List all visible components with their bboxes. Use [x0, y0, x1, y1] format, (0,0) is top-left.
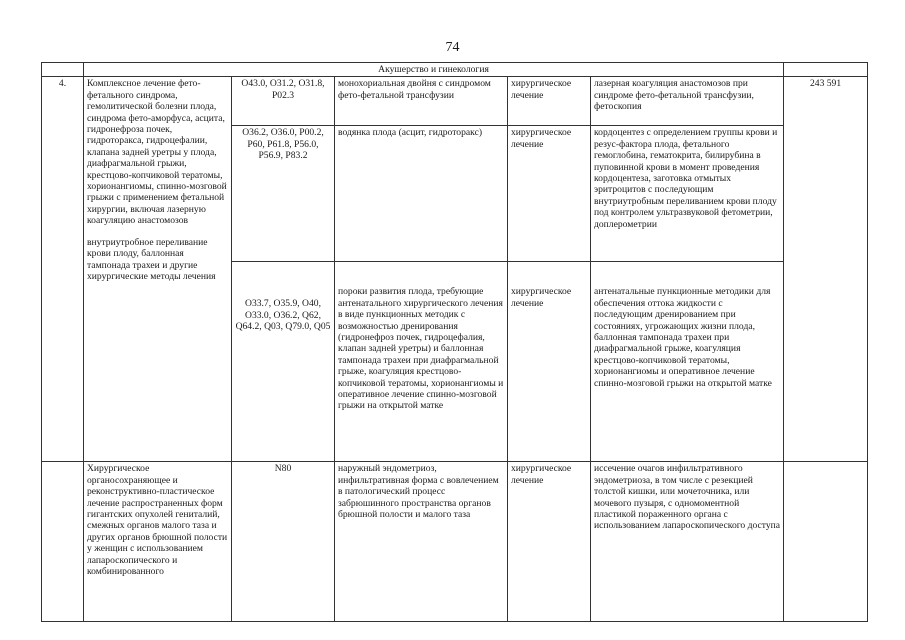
treatment-name: Хирургическое органосохраняющее и реконструктивно-пластическое лечение распространенных форм гигантских опухолей гениталий, смежных органов малого таза и других органов брюшной полости у женщин с использованием лапароскопического и комбинированного: [84, 462, 232, 622]
treatment-method: иссечение очагов инфильтративного эндометриоза, в том числе с резекцией толстой кишки, или мочеточника, или мочевого пузыря, с одномоментной пластикой пораженного органа с использованием лапароскопического доступа: [591, 462, 784, 622]
medical-care-table: [41, 62, 868, 622]
treatment-type: хирургическое лечение: [508, 77, 591, 126]
treatment-type: хирургическое лечение: [508, 262, 591, 462]
treatment-type: хирургическое лечение: [508, 462, 591, 622]
treatment-name-cell: [84, 77, 232, 462]
patient-model: наружный эндометриоз, инфильтративная форма с вовлечением в патологический процесс забрюшинного пространства органов брюшной полости и малого таза: [335, 462, 508, 622]
page-number: 74: [445, 40, 460, 55]
patient-model: пороки развития плода, требующие антенатального хирургического лечения в виде пункционных методик с возможностью дренирования (гидронефроз почек, гидроцефалия, клапан задней уретры) и баллонная тампонада трахеи при диафрагмальной грыже, коагуляция крестцово-копчиковой тератомы, хорионангиомы и оперативное лечение спинно-мозговой грыжи на открытой матке: [335, 262, 508, 462]
icd-codes: O43.0, O31.2, O31.8, P02.3: [232, 77, 335, 126]
table-row: [42, 77, 868, 126]
treatment-name: Комплексное лечение фето-фетального синдрома, гемолитической болезни плода, синдрома фето-аморфуса, асцита, гидронефроза почек, гидроторакса, гидроцефалии, клапана задней уретры у плода, диафрагмальной грыжи, крестцово-копчиковой тератомы, хорионангиомы, спинно-мозговой грыжи с применением фетальной хирургии, включая лазерную коагуляцию анастомозов: [87, 78, 227, 227]
icd-codes: N80: [232, 462, 335, 622]
table-row: [42, 462, 868, 622]
treatment-method: кордоцентез с определением группы крови и резус-фактора плода, фетального гемоглобина, гематокрита, билирубина в пуповинной крови в момент проведения кордоцентеза, заготовка отмытых эритроцитов с последующим внутриутробным переливанием крови плоду под контролем ультразвуковой фетометрии, доплерометрии: [591, 126, 784, 262]
icd-codes: O36.2, O36.0, P00.2, P60, P61.8, P56.0, P56.9, P83.2: [232, 126, 335, 262]
treatment-method: лазерная коагуляция анастомозов при синдроме фето-фетальной трансфузии, фетоскопия: [591, 77, 784, 126]
row-number: [42, 462, 84, 622]
section-title: Акушерство и гинекология: [84, 63, 784, 77]
row-number: 4.: [42, 77, 84, 462]
treatment-type: хирургическое лечение: [508, 126, 591, 262]
cost-value: [784, 462, 868, 622]
treatment-method: антенатальные пункционные методики для обеспечения оттока жидкости с последующим дренированием при состояниях, угрожающих жизни плода, баллонная тампонада трахеи при диафрагмальной грыже, коагуляция крестцово-копчиковой тератомы, хорионангиомы и оперативное лечение спинно-мозговой грыжи на открытой матке: [591, 262, 784, 462]
icd-codes: O33.7, O35.9, O40, O33.0, O36.2, Q62, Q64.2, Q03, Q79.0, Q05: [232, 262, 335, 462]
cost-value: 243 591: [784, 77, 868, 462]
section-header-row: [42, 63, 868, 77]
treatment-name-continued: внутриутробное переливание крови плоду, баллонная тампонада трахеи и другие хирургические методы лечения: [87, 236, 216, 282]
patient-model: монохориальная двойня с синдромом фето-фетальной трансфузии: [335, 77, 508, 126]
patient-model: водянка плода (асцит, гидроторакс): [335, 126, 508, 262]
